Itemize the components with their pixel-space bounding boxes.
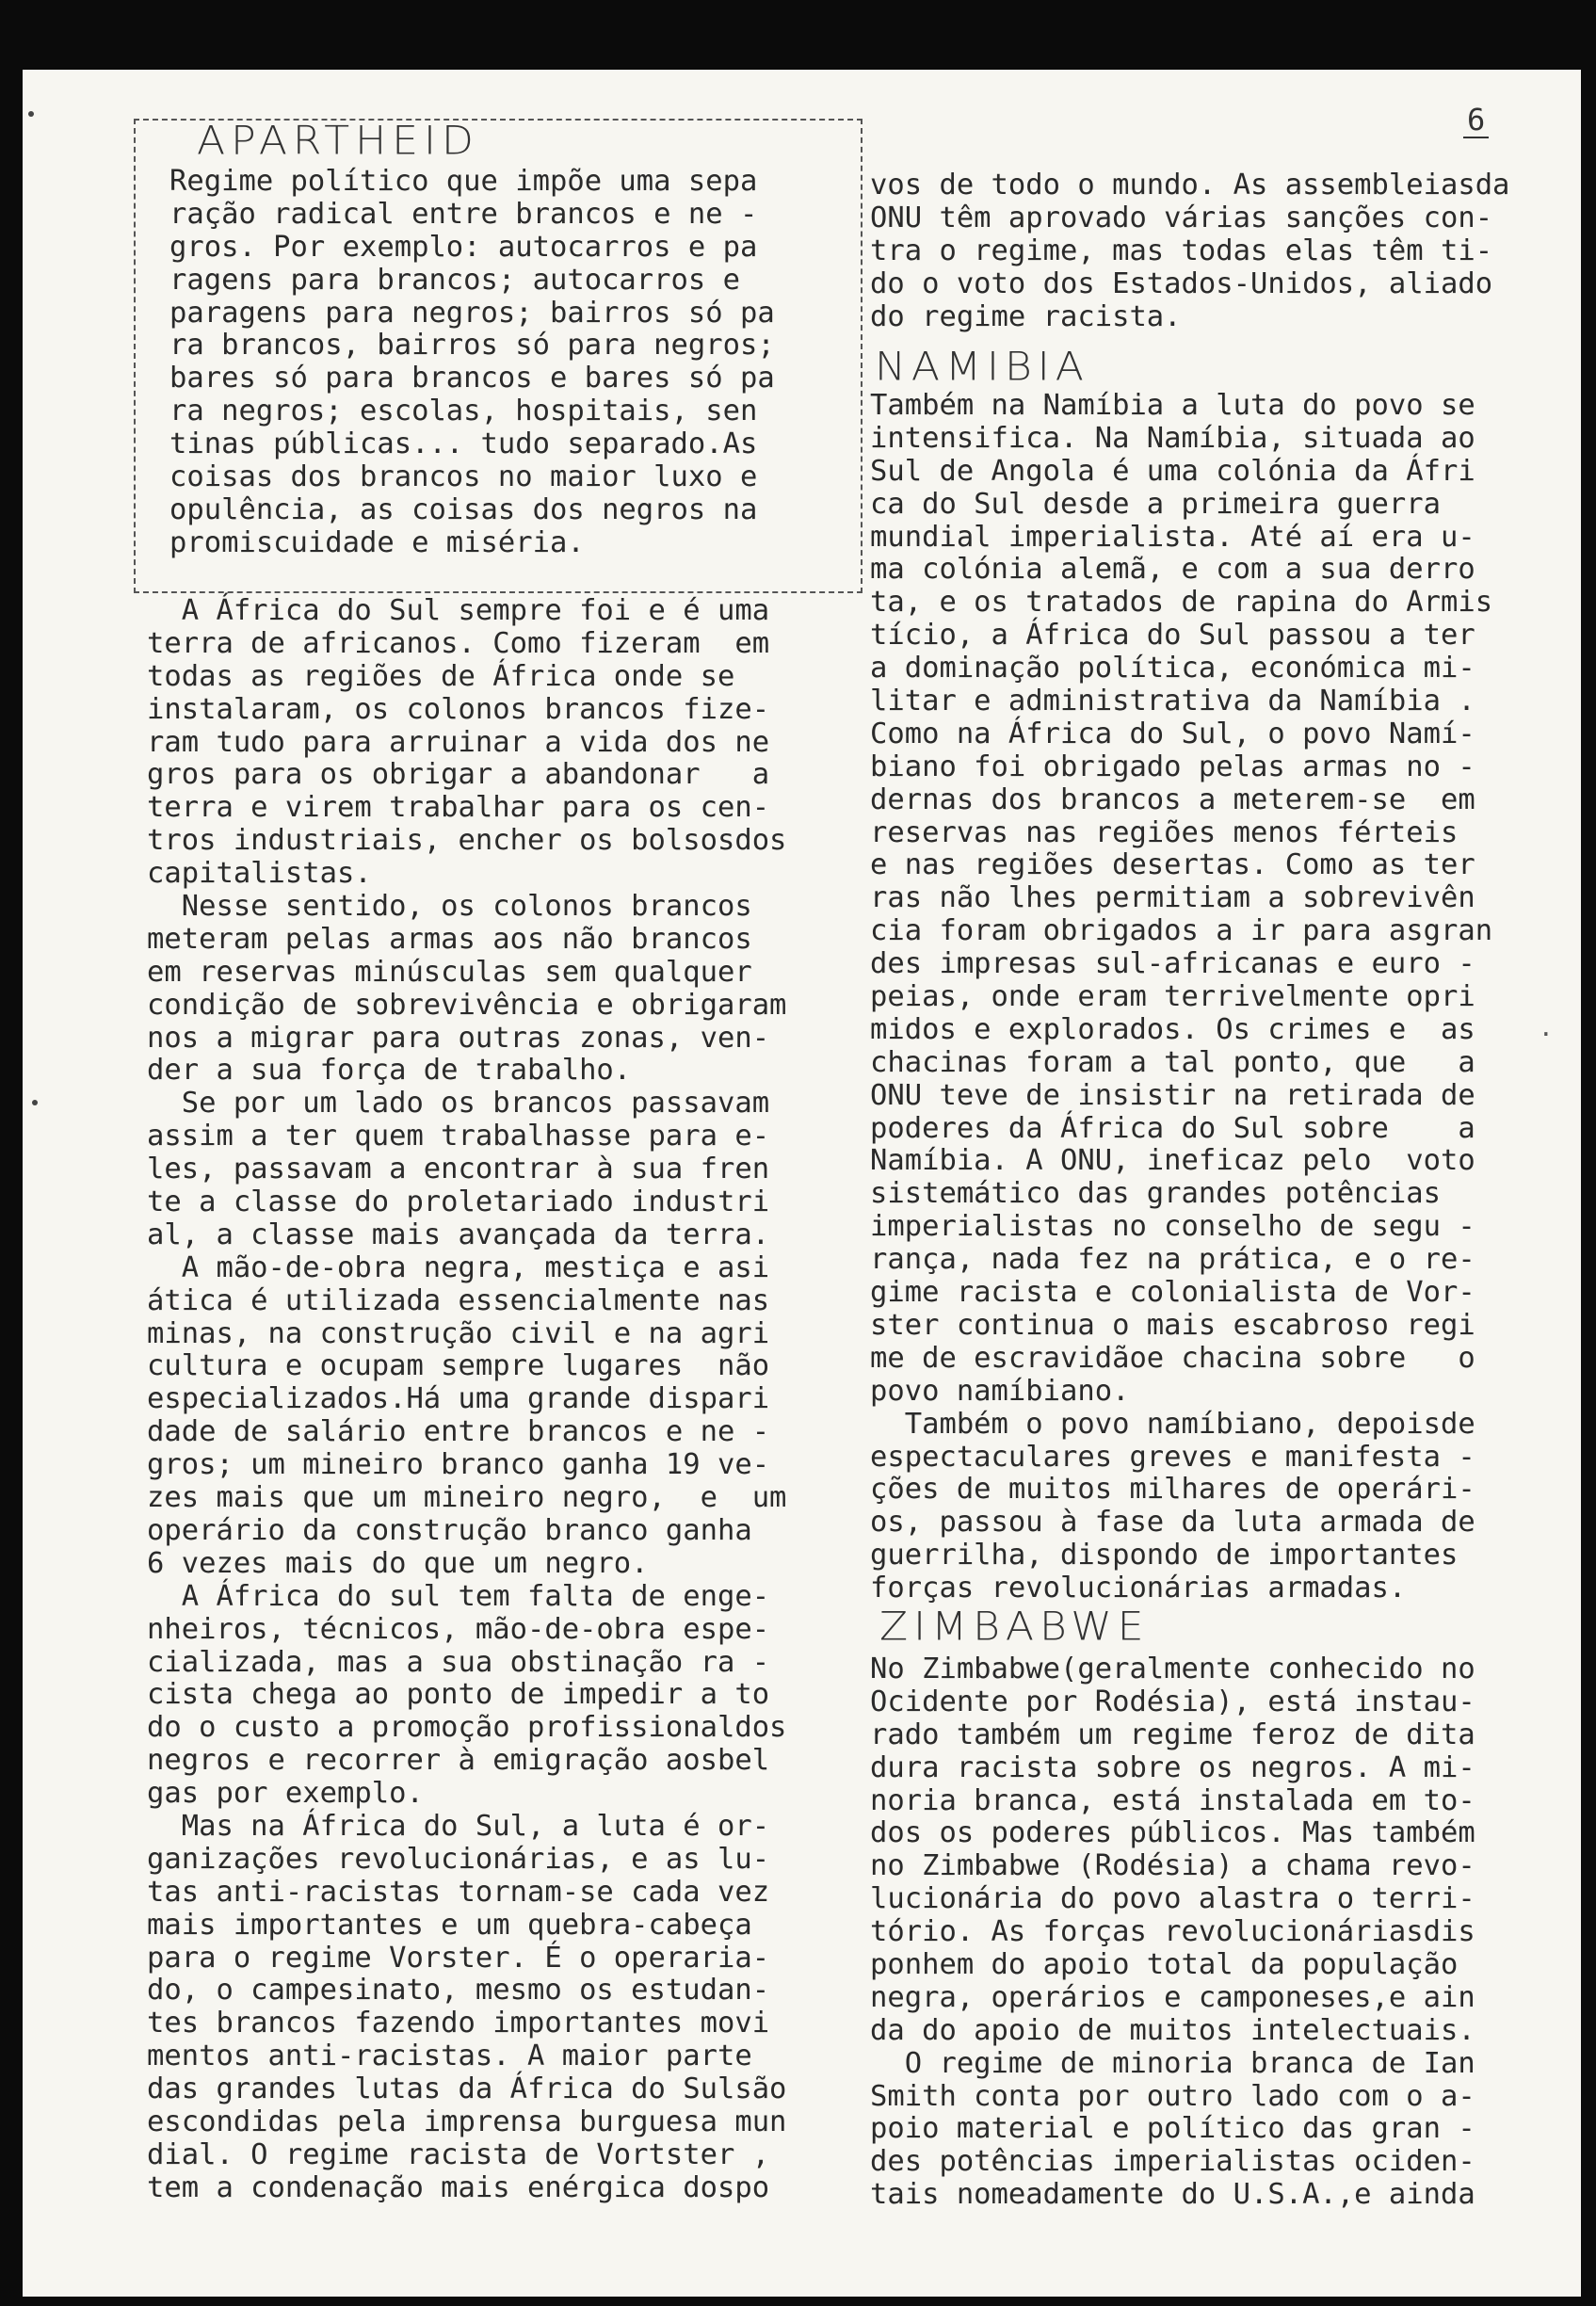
text-line: noria branca, está instalada em to- [870,1783,1475,1817]
text-line: escondidas pela imprensa burguesa mun [147,2104,787,2138]
text-line: dos os poderes públicos. Mas também [870,1816,1475,1850]
text-line: terra de africanos. Como fizeram em [147,626,770,660]
text-line: instalaram, os colonos brancos fize- [147,692,770,726]
text-line: no Zimbabwe (Rodésia) a chama revo- [870,1849,1475,1883]
text-line: Namíbia. A ONU, ineficaz pelo voto [870,1144,1475,1178]
box-text [169,166,775,560]
text-line: coisas dos brancos no maior luxo e [169,460,758,494]
text-line: cializada, mas a sua obstinação ra - [147,1645,770,1679]
text-line: Mas na África do Sul, a luta é or- [147,1809,770,1843]
text-line: bares só para brancos e bares só pa [169,362,775,395]
left-column-text [147,595,786,2205]
text-line: dade de salário entre brancos e ne - [147,1415,770,1449]
text-line: ta, e os tratados de rapina do Armis [870,586,1493,620]
text-line: dial. O regime racista de Vortster , [147,2137,770,2171]
text-line: do o voto dos Estados-Unidos, aliado [870,266,1493,300]
text-line: forças revolucionárias armadas. [870,1572,1407,1605]
text-line: ma colónia alemã, e com a sua derro [870,553,1475,587]
namibia-text [870,390,1492,1605]
right-column-continuation [870,169,1509,333]
text-line: tros industriais, encher os bolsosdos [147,824,787,858]
text-line: Regime político que impõe uma sepa [169,165,758,198]
text-line: ca do Sul desde a primeira guerra [870,487,1441,521]
text-line: te a classe do proletariado industri [147,1185,770,1219]
text-line: negros e recorrer à emigração aosbel [147,1744,770,1778]
text-line: peias, onde eram terrivelmente opri [870,980,1475,1014]
text-line: lucionária do povo alastra o terri- [870,1882,1475,1916]
text-line: promiscuidade e miséria. [169,525,585,559]
text-line: ração radical entre brancos e ne - [169,197,758,231]
text-line: do o custo a promoção profissionaldos [147,1711,787,1745]
text-line: assim a ter quem trabalhasse para e- [147,1120,770,1153]
text-line: A África do Sul sempre foi e é uma [147,594,770,627]
text-line: chacinas foram a tal ponto, que a [870,1045,1475,1079]
text-line: ra brancos, bairros só para negros; [169,329,775,363]
text-line: ONU teve de insistir na retirada de [870,1078,1475,1112]
text-line: mentos anti-racistas. A maior parte [147,2040,752,2073]
text-line: tem a condenação mais enérgica dospo [147,2170,770,2204]
text-line: poio material e político das gran - [870,2112,1475,2146]
text-line: tais nomeadamente do U.S.A.,e ainda [870,2178,1475,2212]
text-line: ONU têm aprovado várias sanções con- [870,201,1493,234]
text-line: Se por um lado os brancos passavam [147,1087,770,1121]
text-line: e nas regiões desertas. Como as ter [870,848,1475,882]
text-line: Smith conta por outro lado com o a- [870,2079,1475,2113]
text-line: terra e virem trabalhar para os cen- [147,791,770,825]
text-line: ster continua o mais escabroso regi [870,1308,1475,1342]
text-line: gros. Por exemplo: autocarros e pa [169,230,758,264]
text-line: reservas nas regiões menos férteis [870,815,1459,849]
punch-hole-mark [32,1100,38,1105]
text-line: tório. As forças revolucionáriasdis [870,1915,1475,1949]
text-line: intensifica. Na Namíbia, situada ao [870,421,1475,455]
text-line: capitalistas. [147,857,372,891]
text-line: operário da construção branco ganha [147,1513,752,1547]
text-line: gros para os obrigar a abandonar a [147,758,770,792]
text-line: ragens para brancos; autocarros e [169,263,740,297]
document-page [23,70,1581,2297]
text-line: imperialistas no conselho de segu - [870,1210,1475,1244]
text-line: todas as regiões de África onde se [147,659,735,693]
text-line: paragens para negros; bairros só pa [169,296,775,330]
text-line: Sul de Angola é uma colónia da Áfri [870,454,1475,488]
text-line: mais importantes e um quebra-cabeça [147,1908,752,1942]
text-line: opulência, as coisas dos negros na [169,492,758,526]
text-line: dura racista sobre os negros. A mi- [870,1750,1475,1784]
text-line: vos de todo o mundo. As assembleiasda [870,169,1510,202]
text-line: litar e administrativa da Namíbia . [870,685,1475,718]
text-line: da do apoio de muitos intelectuais. [870,2013,1475,2047]
text-line: ática é utilizada essencialmente nas [147,1283,770,1317]
box-title: APARTHEID [197,118,479,164]
text-line: do regime racista. [870,299,1182,333]
text-line: sistemático das grandes potências [870,1177,1441,1211]
text-line: 6 vezes mais do que um negro. [147,1546,649,1580]
text-line: des impresas sul-africanas e euro - [870,947,1475,981]
text-line: especializados.Há uma grande dispari [147,1382,770,1416]
text-line: ram tudo para arruinar a vida dos ne [147,725,770,759]
text-line: os, passou à fase da luta armada de [870,1506,1475,1540]
text-line: rança, nada fez na prática, e o re- [870,1243,1475,1277]
text-line: Ocidente por Rodésia), está instau- [870,1685,1475,1718]
text-line: espectaculares greves e manifesta - [870,1440,1475,1474]
text-line: rado também um regime feroz de dita [870,1717,1475,1751]
text-line: tinas públicas... tudo separado.As [169,427,758,461]
text-line: tra o regime, mas todas elas têm ti- [870,234,1493,267]
punch-hole-mark [28,111,34,117]
text-line: midos e explorados. Os crimes e as [870,1012,1475,1046]
text-line: tas anti-racistas tornam-se cada vez [147,1875,770,1909]
text-line: minas, na construção civil e na agri [147,1316,770,1350]
text-line: der a sua força de trabalho. [147,1054,632,1088]
text-line: ganizações revolucionárias, e as lu- [147,1842,770,1876]
text-line: tes brancos fazendo importantes movi [147,2007,770,2040]
text-line: nheiros, técnicos, mão-de-obra espe- [147,1612,770,1646]
text-line: biano foi obrigado pelas armas no - [870,750,1475,783]
text-line: A África do sul tem falta de enge- [147,1579,770,1613]
text-line: zes mais que um mineiro negro, e um [147,1481,787,1515]
text-line: a dominação política, económica mi- [870,652,1475,685]
namibia-heading: NAMIBIA [875,344,1089,390]
zimbabwe-text [870,1653,1475,2212]
text-line: Nesse sentido, os colonos brancos [147,890,752,924]
text-line: cista chega ao ponto de impedir a to [147,1678,770,1712]
zimbabwe-heading: ZIMBABWE [879,1604,1150,1650]
text-line: para o regime Vorster. É o operaria- [147,1941,770,1975]
text-line: meteram pelas armas aos não brancos [147,922,752,956]
text-line: O regime de minoria branca de Ian [870,2046,1475,2080]
text-line: ções de muitos milhares de operári- [870,1473,1475,1507]
text-line: condição de sobrevivência e obrigaram [147,988,787,1022]
text-line: me de escravidãoe chacina sobre o [870,1341,1475,1375]
page-number: 6 [1463,103,1489,138]
text-line: mundial imperialista. Até aí era u- [870,520,1475,554]
text-line: dernas dos brancos a meterem-se em [870,782,1475,816]
text-line: gros; um mineiro branco ganha 19 ve- [147,1448,770,1482]
text-line: cia foram obrigados a ir para asgran [870,914,1493,948]
text-line: al, a classe mais avançada da terra. [147,1218,770,1251]
text-line: negra, operários e camponeses,e ain [870,1980,1475,2014]
text-line: do, o campesinato, mesmo os estudan- [147,1974,770,2008]
text-line: A mão-de-obra negra, mestiça e asi [147,1250,770,1284]
text-line: cultura e ocupam sempre lugares não [147,1349,770,1383]
text-line: gas por exemplo. [147,1777,424,1811]
text-line: ras não lhes permitiam a sobrevivên [870,881,1475,915]
text-line: tício, a África do Sul passou a ter [870,619,1475,653]
text-line: das grandes lutas da África do Sulsão [147,2072,787,2106]
text-line: em reservas minúsculas sem qualquer [147,955,752,989]
text-line: No Zimbabwe(geralmente conhecido no [870,1653,1475,1685]
text-line: gime racista e colonialista de Vor- [870,1276,1475,1310]
stray-mark: · [1539,1021,1554,1049]
text-line: poderes da África do Sul sobre a [870,1111,1475,1145]
text-line: les, passavam a encontrar à sua fren [147,1153,770,1186]
text-line: nos a migrar para outras zonas, ven- [147,1021,770,1055]
text-line: ponhem do apoio total da população [870,1948,1459,1982]
text-line: Também o povo namíbiano, depoisde [870,1407,1475,1441]
text-line: ra negros; escolas, hospitais, sen [169,395,758,428]
text-line: Como na África do Sul, o povo Namí- [870,717,1475,750]
text-line: povo namíbiano. [870,1374,1130,1408]
text-line: Também na Namíbia a luta do povo se [870,389,1475,422]
text-line: guerrilha, dispondo de importantes [870,1539,1459,1572]
text-line: des potências imperialistas ociden- [870,2145,1475,2179]
